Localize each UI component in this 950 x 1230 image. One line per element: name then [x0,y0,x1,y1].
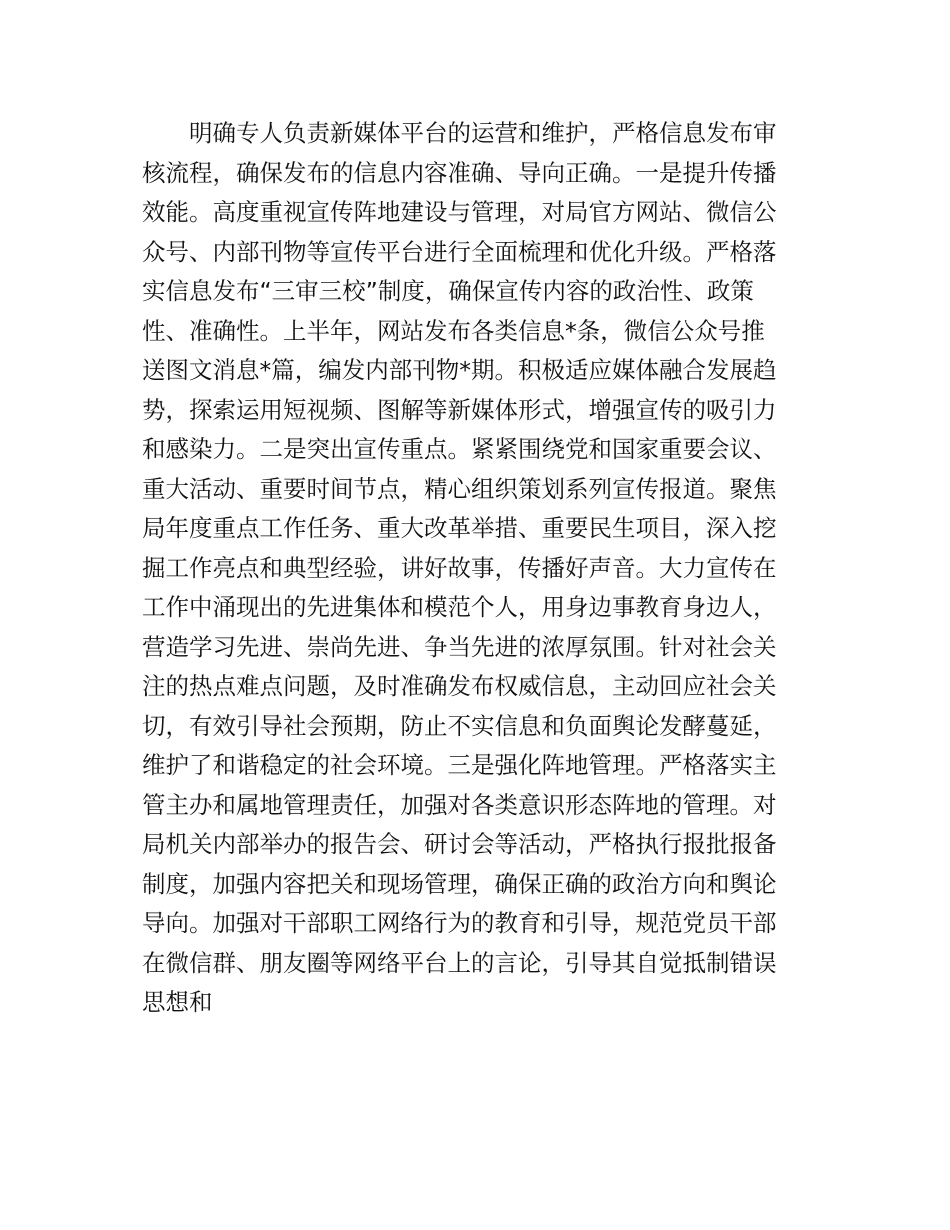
text-line: 送图文消息*篇，编发内部刊物*期。积极适应媒体融合发展趋 [142,356,777,384]
text-line: 管主办和属地管理责任，加强对各类意识形态阵地的管理。对 [142,790,777,819]
text-line: 局机关内部举办的报告会、研讨会等活动，严格执行报批报备 [142,830,777,858]
text-line: 维护了和谐稳定的社会环境。三是强化阵地管理。严格落实主 [142,751,777,779]
text-line: 实信息发布“三审三校”制度，确保宣传内容的政治性、政策 [142,277,754,305]
text-line: 势，探索运用短视频、图解等新媒体形式，增强宣传的吸引力 [142,395,777,424]
text-line: 众号、内部刊物等宣传平台进行全面梳理和优化升级。严格落 [142,237,777,266]
text-line: 核流程，确保发布的信息内容准确、导向正确。一是提升传播 [142,158,777,187]
text-line: 切，有效引导社会预期，防止不实信息和负面舆论发酵蔓延， [142,711,777,740]
text-line: 和感染力。二是突出宣传重点。紧紧围绕党和国家重要会议、 [142,435,777,463]
text-line: 掘工作亮点和典型经验，讲好故事，传播好声音。大力宣传在 [142,553,777,582]
text-line: 明确专人负责新媒体平台的运营和维护，严格信息发布审 [189,119,777,147]
text-line: 营造学习先进、崇尚先进、争当先进的浓厚氛围。针对社会关 [142,632,777,661]
text-line: 性、准确性。上半年，网站发布各类信息*条，微信公众号推 [142,316,765,345]
text-line: 工作中涌现出的先进集体和模范个人，用身边事教育身边人， [142,593,777,621]
text-line: 效能。高度重视宣传阵地建设与管理，对局官方网站、微信公 [142,198,777,226]
text-line: 导向。加强对干部职工网络行为的教育和引导，规范党员干部 [142,909,777,937]
text-line: 在微信群、朋友圈等网络平台上的言论，引导其自觉抵制错误 [142,948,777,977]
text-line: 注的热点难点问题，及时准确发布权威信息，主动回应社会关 [142,672,777,700]
text-line: 重大活动、重要时间节点，精心组织策划系列宣传报道。聚焦 [142,474,777,503]
text-line: 局年度重点工作任务、重大改革举措、重要民生项目，深入挖 [142,514,777,542]
text-line: 思想和 [142,988,213,1016]
text-line: 制度，加强内容把关和现场管理，确保正确的政治方向和舆论 [142,869,777,898]
body-paragraph [142,114,822,1023]
